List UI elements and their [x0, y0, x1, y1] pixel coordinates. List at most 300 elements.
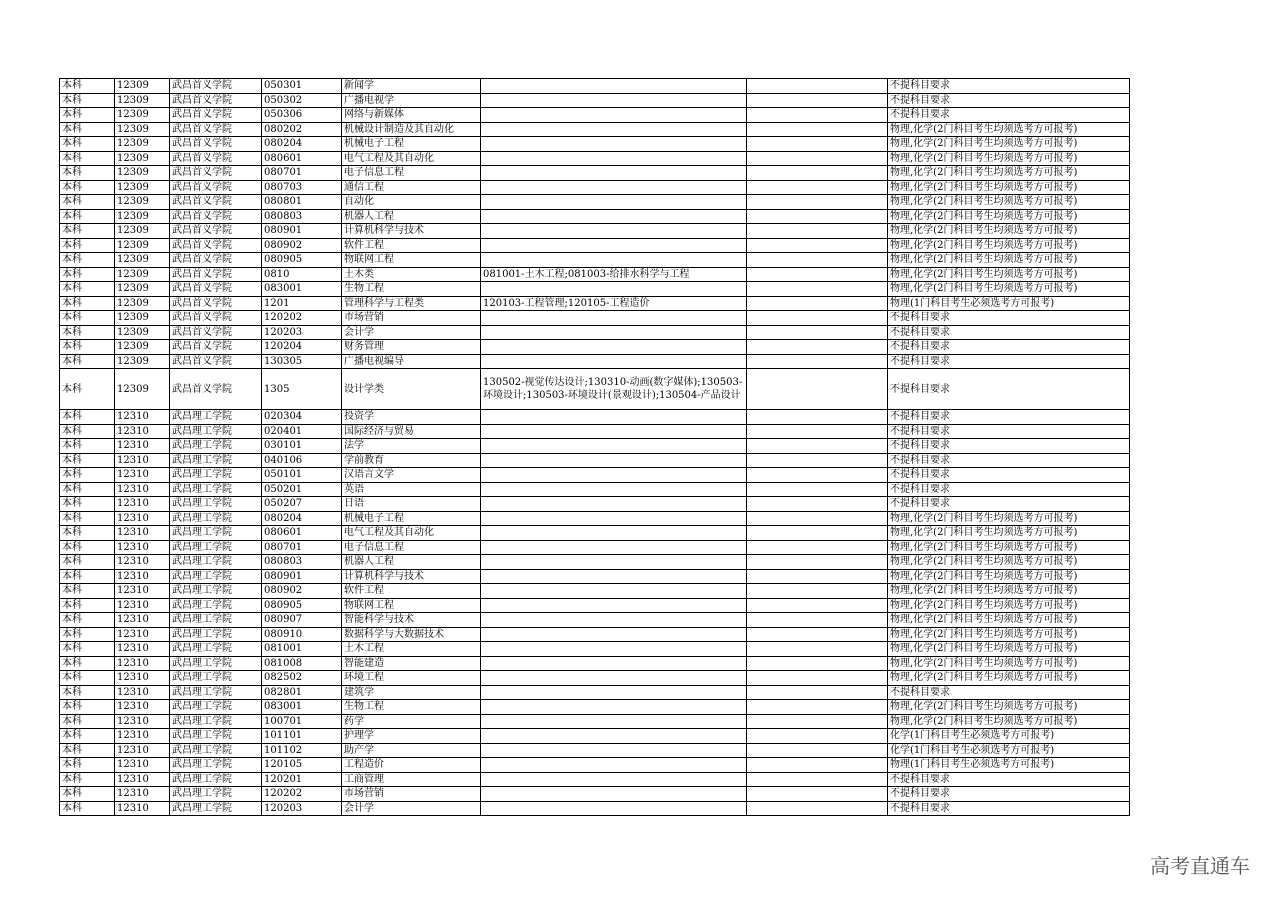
cell-level: 本科	[60, 569, 115, 584]
cell-school-name: 武昌首义学院	[170, 296, 262, 311]
cell-note	[747, 296, 888, 311]
cell-level: 本科	[60, 453, 115, 468]
cell-subject-requirement: 不提科目要求	[888, 369, 1130, 410]
cell-included-majors	[481, 801, 747, 816]
cell-included-majors	[481, 410, 747, 425]
cell-level: 本科	[60, 468, 115, 483]
cell-major-name: 投资学	[342, 410, 481, 425]
cell-included-majors	[481, 151, 747, 166]
cell-subject-requirement: 化学(1门科目考生必须选考方可报考)	[888, 743, 1130, 758]
cell-major-name: 英语	[342, 482, 481, 497]
cell-school-name: 武昌理工学院	[170, 627, 262, 642]
cell-subject-requirement: 物理,化学(2门科目考生均须选考方可报考)	[888, 195, 1130, 210]
cell-included-majors	[481, 224, 747, 239]
cell-school-name: 武昌首义学院	[170, 282, 262, 297]
cell-major-code: 080703	[262, 180, 342, 195]
cell-major-name: 助产学	[342, 743, 481, 758]
cell-included-majors	[481, 511, 747, 526]
cell-note	[747, 410, 888, 425]
cell-school-code: 12310	[115, 482, 170, 497]
cell-major-code: 080204	[262, 137, 342, 152]
cell-major-code: 040106	[262, 453, 342, 468]
cell-school-code: 12309	[115, 137, 170, 152]
table-row	[60, 296, 1130, 311]
cell-major-code: 100701	[262, 714, 342, 729]
cell-note	[747, 137, 888, 152]
cell-major-code: 080801	[262, 195, 342, 210]
cell-subject-requirement: 物理(1门科目考生必须选考方可报考)	[888, 296, 1130, 311]
cell-level: 本科	[60, 325, 115, 340]
cell-subject-requirement: 不提科目要求	[888, 482, 1130, 497]
cell-major-code: 050207	[262, 497, 342, 512]
table-row	[60, 671, 1130, 686]
cell-major-name: 广播电视学	[342, 93, 481, 108]
cell-major-name: 电气工程及其自动化	[342, 526, 481, 541]
cell-major-name: 学前教育	[342, 453, 481, 468]
cell-major-name: 数据科学与大数据技术	[342, 627, 481, 642]
cell-school-code: 12310	[115, 729, 170, 744]
table-row	[60, 238, 1130, 253]
cell-note	[747, 224, 888, 239]
cell-subject-requirement: 不提科目要求	[888, 410, 1130, 425]
cell-school-name: 武昌理工学院	[170, 685, 262, 700]
cell-major-code: 080910	[262, 627, 342, 642]
cell-note	[747, 354, 888, 369]
cell-major-code: 120202	[262, 311, 342, 326]
cell-major-code: 050302	[262, 93, 342, 108]
cell-note	[747, 209, 888, 224]
cell-school-code: 12309	[115, 108, 170, 123]
cell-school-name: 武昌首义学院	[170, 369, 262, 410]
cell-included-majors	[481, 497, 747, 512]
cell-subject-requirement: 物理,化学(2门科目考生均须选考方可报考)	[888, 180, 1130, 195]
cell-school-code: 12310	[115, 801, 170, 816]
cell-school-code: 12310	[115, 497, 170, 512]
cell-major-code: 083001	[262, 282, 342, 297]
cell-major-code: 080202	[262, 122, 342, 137]
cell-major-code: 120105	[262, 758, 342, 773]
cell-included-majors	[481, 325, 747, 340]
cell-level: 本科	[60, 656, 115, 671]
cell-subject-requirement: 不提科目要求	[888, 439, 1130, 454]
cell-school-code: 12309	[115, 224, 170, 239]
cell-note	[747, 424, 888, 439]
cell-subject-requirement: 物理,化学(2门科目考生均须选考方可报考)	[888, 253, 1130, 268]
cell-school-name: 武昌理工学院	[170, 555, 262, 570]
table-row	[60, 439, 1130, 454]
cell-major-code: 1305	[262, 369, 342, 410]
cell-level: 本科	[60, 787, 115, 802]
cell-major-code: 030101	[262, 439, 342, 454]
cell-note	[747, 700, 888, 715]
cell-school-name: 武昌理工学院	[170, 497, 262, 512]
cell-school-name: 武昌理工学院	[170, 700, 262, 715]
cell-major-code: 130305	[262, 354, 342, 369]
cell-major-name: 国际经济与贸易	[342, 424, 481, 439]
cell-subject-requirement: 不提科目要求	[888, 79, 1130, 94]
cell-note	[747, 439, 888, 454]
cell-major-name: 软件工程	[342, 584, 481, 599]
cell-note	[747, 267, 888, 282]
cell-included-majors	[481, 354, 747, 369]
cell-level: 本科	[60, 598, 115, 613]
cell-school-name: 武昌首义学院	[170, 267, 262, 282]
cell-note	[747, 497, 888, 512]
cell-school-code: 12309	[115, 267, 170, 282]
cell-included-majors	[481, 598, 747, 613]
cell-school-code: 12310	[115, 584, 170, 599]
cell-included-majors	[481, 569, 747, 584]
cell-major-name: 生物工程	[342, 700, 481, 715]
cell-level: 本科	[60, 209, 115, 224]
cell-school-name: 武昌理工学院	[170, 439, 262, 454]
cell-subject-requirement: 物理,化学(2门科目考生均须选考方可报考)	[888, 122, 1130, 137]
cell-major-name: 设计学类	[342, 369, 481, 410]
cell-school-code: 12310	[115, 700, 170, 715]
table-row	[60, 569, 1130, 584]
cell-note	[747, 325, 888, 340]
cell-included-majors: 130502-视觉传达设计;130310-动画(数字媒体);130503-环境设计;130503-环境设计(景观设计);130504-产品设计	[481, 369, 747, 410]
cell-major-code: 080907	[262, 613, 342, 628]
cell-level: 本科	[60, 122, 115, 137]
cell-note	[747, 122, 888, 137]
cell-level: 本科	[60, 267, 115, 282]
cell-note	[747, 340, 888, 355]
cell-included-majors	[481, 555, 747, 570]
cell-subject-requirement: 物理,化学(2门科目考生均须选考方可报考)	[888, 613, 1130, 628]
cell-school-code: 12310	[115, 642, 170, 657]
cell-school-name: 武昌首义学院	[170, 238, 262, 253]
cell-note	[747, 714, 888, 729]
cell-level: 本科	[60, 253, 115, 268]
cell-subject-requirement: 物理,化学(2门科目考生均须选考方可报考)	[888, 151, 1130, 166]
cell-school-name: 武昌首义学院	[170, 108, 262, 123]
cell-note	[747, 772, 888, 787]
table-row	[60, 584, 1130, 599]
cell-school-code: 12309	[115, 195, 170, 210]
cell-school-code: 12310	[115, 743, 170, 758]
cell-level: 本科	[60, 729, 115, 744]
cell-school-code: 12309	[115, 325, 170, 340]
cell-major-name: 建筑学	[342, 685, 481, 700]
table-row	[60, 555, 1130, 570]
cell-school-code: 12310	[115, 511, 170, 526]
cell-school-code: 12309	[115, 282, 170, 297]
cell-major-code: 1201	[262, 296, 342, 311]
cell-school-code: 12309	[115, 369, 170, 410]
cell-level: 本科	[60, 282, 115, 297]
cell-subject-requirement: 不提科目要求	[888, 787, 1130, 802]
cell-included-majors	[481, 180, 747, 195]
cell-major-name: 护理学	[342, 729, 481, 744]
cell-major-name: 财务管理	[342, 340, 481, 355]
table-row	[60, 122, 1130, 137]
cell-included-majors	[481, 439, 747, 454]
cell-major-code: 082801	[262, 685, 342, 700]
cell-included-majors	[481, 642, 747, 657]
table-row	[60, 325, 1130, 340]
cell-note	[747, 195, 888, 210]
cell-major-name: 机器人工程	[342, 555, 481, 570]
cell-subject-requirement: 不提科目要求	[888, 325, 1130, 340]
cell-note	[747, 511, 888, 526]
cell-school-name: 武昌理工学院	[170, 482, 262, 497]
cell-note	[747, 613, 888, 628]
cell-major-name: 会计学	[342, 801, 481, 816]
cell-school-name: 武昌首义学院	[170, 195, 262, 210]
cell-school-name: 武昌理工学院	[170, 468, 262, 483]
cell-subject-requirement: 不提科目要求	[888, 685, 1130, 700]
cell-school-code: 12309	[115, 354, 170, 369]
cell-subject-requirement: 不提科目要求	[888, 93, 1130, 108]
cell-school-name: 武昌理工学院	[170, 410, 262, 425]
cell-school-name: 武昌首义学院	[170, 354, 262, 369]
cell-level: 本科	[60, 79, 115, 94]
cell-school-code: 12309	[115, 253, 170, 268]
cell-major-name: 智能科学与技术	[342, 613, 481, 628]
cell-subject-requirement: 不提科目要求	[888, 468, 1130, 483]
cell-school-name: 武昌首义学院	[170, 224, 262, 239]
cell-major-name: 智能建造	[342, 656, 481, 671]
cell-major-name: 土木工程	[342, 642, 481, 657]
cell-level: 本科	[60, 801, 115, 816]
cell-note	[747, 369, 888, 410]
cell-major-code: 080701	[262, 540, 342, 555]
cell-included-majors	[481, 166, 747, 181]
cell-school-name: 武昌首义学院	[170, 137, 262, 152]
cell-subject-requirement: 物理,化学(2门科目考生均须选考方可报考)	[888, 700, 1130, 715]
cell-major-code: 080601	[262, 151, 342, 166]
cell-major-code: 050101	[262, 468, 342, 483]
cell-school-name: 武昌首义学院	[170, 166, 262, 181]
cell-subject-requirement: 物理,化学(2门科目考生均须选考方可报考)	[888, 569, 1130, 584]
cell-level: 本科	[60, 224, 115, 239]
cell-major-name: 土木类	[342, 267, 481, 282]
cell-school-name: 武昌理工学院	[170, 598, 262, 613]
cell-level: 本科	[60, 369, 115, 410]
cell-school-name: 武昌理工学院	[170, 511, 262, 526]
cell-major-code: 101102	[262, 743, 342, 758]
cell-major-code: 080902	[262, 584, 342, 599]
table-row	[60, 801, 1130, 816]
cell-major-code: 080601	[262, 526, 342, 541]
cell-major-code: 080803	[262, 209, 342, 224]
cell-subject-requirement: 物理(1门科目考生必须选考方可报考)	[888, 758, 1130, 773]
cell-note	[747, 151, 888, 166]
cell-included-majors: 081001-土木工程;081003-给排水科学与工程	[481, 267, 747, 282]
cell-included-majors	[481, 787, 747, 802]
cell-major-name: 日语	[342, 497, 481, 512]
cell-subject-requirement: 不提科目要求	[888, 340, 1130, 355]
cell-school-name: 武昌首义学院	[170, 209, 262, 224]
cell-major-name: 新闻学	[342, 79, 481, 94]
cell-included-majors	[481, 282, 747, 297]
cell-major-name: 管理科学与工程类	[342, 296, 481, 311]
cell-note	[747, 656, 888, 671]
cell-level: 本科	[60, 93, 115, 108]
cell-school-name: 武昌理工学院	[170, 758, 262, 773]
cell-major-name: 药学	[342, 714, 481, 729]
cell-included-majors	[481, 238, 747, 253]
cell-note	[747, 555, 888, 570]
cell-major-code: 083001	[262, 700, 342, 715]
cell-school-name: 武昌首义学院	[170, 79, 262, 94]
cell-major-name: 软件工程	[342, 238, 481, 253]
table-row	[60, 613, 1130, 628]
cell-note	[747, 468, 888, 483]
cell-level: 本科	[60, 166, 115, 181]
cell-major-code: 050201	[262, 482, 342, 497]
table-row	[60, 642, 1130, 657]
table-row	[60, 540, 1130, 555]
table-row	[60, 369, 1130, 410]
cell-major-name: 市场营销	[342, 787, 481, 802]
cell-school-name: 武昌首义学院	[170, 151, 262, 166]
cell-school-name: 武昌首义学院	[170, 340, 262, 355]
cell-major-name: 通信工程	[342, 180, 481, 195]
cell-subject-requirement: 不提科目要求	[888, 772, 1130, 787]
table-row	[60, 151, 1130, 166]
cell-level: 本科	[60, 758, 115, 773]
cell-subject-requirement: 物理,化学(2门科目考生均须选考方可报考)	[888, 642, 1130, 657]
cell-note	[747, 729, 888, 744]
cell-subject-requirement: 物理,化学(2门科目考生均须选考方可报考)	[888, 671, 1130, 686]
cell-note	[747, 598, 888, 613]
cell-included-majors	[481, 714, 747, 729]
cell-major-code: 080204	[262, 511, 342, 526]
cell-note	[747, 482, 888, 497]
cell-included-majors	[481, 772, 747, 787]
cell-school-code: 12310	[115, 526, 170, 541]
cell-included-majors	[481, 540, 747, 555]
table-row	[60, 656, 1130, 671]
cell-note	[747, 685, 888, 700]
cell-note	[747, 801, 888, 816]
table-row	[60, 729, 1130, 744]
table-row	[60, 511, 1130, 526]
cell-school-code: 12310	[115, 555, 170, 570]
cell-major-name: 市场营销	[342, 311, 481, 326]
cell-major-code: 020401	[262, 424, 342, 439]
cell-note	[747, 758, 888, 773]
cell-major-name: 机器人工程	[342, 209, 481, 224]
table-row	[60, 787, 1130, 802]
cell-level: 本科	[60, 410, 115, 425]
table-row	[60, 685, 1130, 700]
cell-school-name: 武昌理工学院	[170, 424, 262, 439]
cell-subject-requirement: 不提科目要求	[888, 311, 1130, 326]
cell-major-code: 080803	[262, 555, 342, 570]
cell-subject-requirement: 不提科目要求	[888, 497, 1130, 512]
table-row	[60, 209, 1130, 224]
cell-level: 本科	[60, 743, 115, 758]
cell-note	[747, 311, 888, 326]
cell-subject-requirement: 物理,化学(2门科目考生均须选考方可报考)	[888, 282, 1130, 297]
cell-school-code: 12310	[115, 714, 170, 729]
table-row	[60, 108, 1130, 123]
cell-level: 本科	[60, 772, 115, 787]
table-row	[60, 340, 1130, 355]
table-row	[60, 137, 1130, 152]
cell-school-code: 12309	[115, 79, 170, 94]
cell-school-name: 武昌首义学院	[170, 180, 262, 195]
cell-major-name: 自动化	[342, 195, 481, 210]
cell-subject-requirement: 物理,化学(2门科目考生均须选考方可报考)	[888, 526, 1130, 541]
cell-major-name: 生物工程	[342, 282, 481, 297]
cell-major-name: 机械电子工程	[342, 511, 481, 526]
cell-major-code: 120203	[262, 801, 342, 816]
cell-subject-requirement: 物理,化学(2门科目考生均须选考方可报考)	[888, 511, 1130, 526]
cell-level: 本科	[60, 424, 115, 439]
cell-school-code: 12310	[115, 685, 170, 700]
cell-school-code: 12310	[115, 758, 170, 773]
cell-included-majors	[481, 311, 747, 326]
cell-major-code: 120203	[262, 325, 342, 340]
cell-major-code: 120204	[262, 340, 342, 355]
table-row	[60, 253, 1130, 268]
cell-included-majors	[481, 482, 747, 497]
cell-school-name: 武昌理工学院	[170, 453, 262, 468]
cell-note	[747, 453, 888, 468]
table-row	[60, 526, 1130, 541]
cell-major-code: 101101	[262, 729, 342, 744]
cell-school-code: 12309	[115, 180, 170, 195]
cell-included-majors	[481, 729, 747, 744]
cell-level: 本科	[60, 195, 115, 210]
cell-included-majors	[481, 526, 747, 541]
cell-level: 本科	[60, 311, 115, 326]
cell-level: 本科	[60, 685, 115, 700]
cell-subject-requirement: 物理,化学(2门科目考生均须选考方可报考)	[888, 627, 1130, 642]
cell-school-name: 武昌首义学院	[170, 311, 262, 326]
cell-school-name: 武昌理工学院	[170, 613, 262, 628]
cell-subject-requirement: 物理,化学(2门科目考生均须选考方可报考)	[888, 224, 1130, 239]
cell-school-code: 12309	[115, 93, 170, 108]
cell-school-name: 武昌首义学院	[170, 253, 262, 268]
cell-note	[747, 627, 888, 642]
cell-note	[747, 108, 888, 123]
cell-school-code: 12309	[115, 209, 170, 224]
cell-note	[747, 166, 888, 181]
cell-note	[747, 93, 888, 108]
cell-included-majors	[481, 685, 747, 700]
cell-level: 本科	[60, 642, 115, 657]
cell-school-code: 12310	[115, 453, 170, 468]
cell-major-name: 汉语言文学	[342, 468, 481, 483]
cell-school-name: 武昌理工学院	[170, 526, 262, 541]
cell-level: 本科	[60, 526, 115, 541]
cell-included-majors	[481, 584, 747, 599]
table-row	[60, 311, 1130, 326]
table-row	[60, 267, 1130, 282]
cell-school-name: 武昌理工学院	[170, 540, 262, 555]
cell-note	[747, 787, 888, 802]
table-row	[60, 758, 1130, 773]
cell-level: 本科	[60, 137, 115, 152]
cell-school-name: 武昌理工学院	[170, 743, 262, 758]
cell-included-majors: 120103-工程管理;120105-工程造价	[481, 296, 747, 311]
cell-major-name: 计算机科学与技术	[342, 569, 481, 584]
cell-major-name: 环境工程	[342, 671, 481, 686]
cell-major-code: 080901	[262, 569, 342, 584]
cell-level: 本科	[60, 180, 115, 195]
cell-major-name: 电气工程及其自动化	[342, 151, 481, 166]
table-row	[60, 195, 1130, 210]
cell-major-code: 081001	[262, 642, 342, 657]
cell-included-majors	[481, 424, 747, 439]
cell-included-majors	[481, 758, 747, 773]
cell-major-code: 0810	[262, 267, 342, 282]
